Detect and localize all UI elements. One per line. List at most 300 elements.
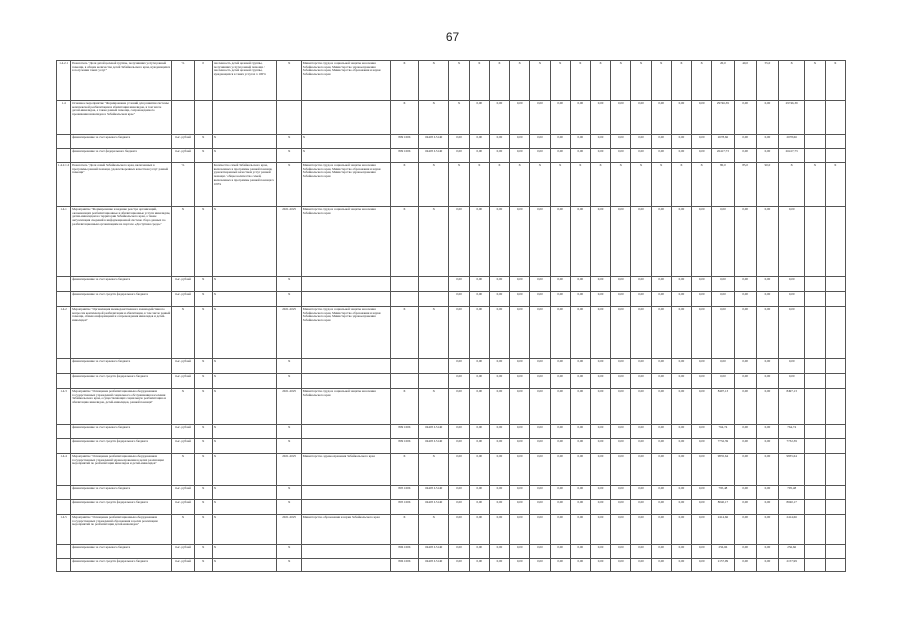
- value-cell: X: [489, 61, 509, 101]
- method-cell: численность детей целевой группы, получивших услуги ранней помощи / численность детей целевой группы, нуждающихся в таких услугах х 100%: [212, 61, 277, 101]
- value-cell: 0,00: [756, 374, 778, 389]
- value-cell: 0,00: [779, 292, 805, 307]
- value-cell: X: [469, 163, 489, 207]
- kbk-target-cell: 04405 L5140: [419, 486, 449, 500]
- method-cell: [212, 101, 277, 135]
- value-cell: 0,00: [590, 307, 610, 359]
- row-number-cell: [57, 277, 71, 292]
- value-cell: 0,00: [734, 359, 756, 374]
- value-cell: 0,00: [570, 307, 590, 359]
- method-cell: X: [212, 559, 277, 572]
- executor-cell: Министерство труда и социальной защиты населения Забайкальского края: [301, 207, 390, 277]
- value-cell: 0,00: [692, 559, 712, 572]
- row-name-cell: финансирование за счет федерального бюджета: [71, 149, 172, 163]
- value-cell: 0,00: [570, 389, 590, 425]
- value-cell: 0,00: [692, 486, 712, 500]
- value-cell: 0,00: [712, 374, 734, 389]
- value-cell: [825, 135, 845, 149]
- page-number: 67: [445, 30, 460, 44]
- value-cell: 0,00: [692, 515, 712, 545]
- value-cell: 0,00: [530, 545, 550, 559]
- value-cell: [805, 500, 825, 515]
- value-cell: 0,00: [469, 389, 489, 425]
- value-cell: 0,00: [510, 389, 530, 425]
- row-number-cell: 1.4.5: [57, 515, 71, 545]
- value-cell: X: [469, 61, 489, 101]
- value-cell: [825, 292, 845, 307]
- value-cell: X: [611, 163, 631, 207]
- method-cell: X: [212, 500, 277, 515]
- value-cell: 0,00: [712, 359, 734, 374]
- value-cell: 0,00: [530, 374, 550, 389]
- value-cell: [805, 374, 825, 389]
- value-cell: [805, 292, 825, 307]
- value-cell: 0,00: [611, 454, 631, 486]
- period-cell: X: [277, 292, 301, 307]
- value-cell: 0,00: [449, 207, 469, 277]
- table-row: [57, 292, 846, 307]
- value-cell: 0,00: [734, 439, 756, 454]
- value-cell: 0,00: [631, 207, 651, 277]
- table-row: [57, 545, 846, 559]
- kbk-code-cell: X: [390, 454, 418, 486]
- value-cell: 0,00: [469, 135, 489, 149]
- value-cell: 0,00: [590, 292, 610, 307]
- base-value-cell: X: [194, 545, 212, 559]
- value-cell: 0,00: [510, 307, 530, 359]
- value-cell: 0,00: [611, 359, 631, 374]
- value-cell: 0,00: [570, 277, 590, 292]
- table-row: [57, 135, 846, 149]
- value-cell: 0,00: [651, 545, 671, 559]
- base-value-cell: X: [194, 207, 212, 277]
- value-cell: [805, 389, 825, 425]
- method-cell: X: [212, 135, 277, 149]
- value-cell: 0,00: [692, 307, 712, 359]
- value-cell: 0,00: [489, 101, 509, 135]
- base-value-cell: X: [194, 307, 212, 359]
- value-cell: 55,0: [756, 61, 778, 101]
- value-cell: X: [611, 61, 631, 101]
- value-cell: 2414,66: [712, 515, 734, 545]
- value-cell: 0,00: [590, 277, 610, 292]
- method-cell: Количество семей Забайкальского края, включенных в программы ранней помощи, удовлетворенных качеством услуг ранней помощи / общее количество семей, включенных в программы ранней помощи х 100%: [212, 163, 277, 207]
- value-cell: [805, 559, 825, 572]
- value-cell: [825, 515, 845, 545]
- value-cell: [805, 486, 825, 500]
- value-cell: 0,00: [671, 135, 691, 149]
- value-cell: 0,00: [631, 545, 651, 559]
- kbk-code-cell: X: [390, 101, 418, 135]
- table-row: [57, 307, 846, 359]
- base-value-cell: X: [194, 486, 212, 500]
- kbk-target-cell: X: [419, 61, 449, 101]
- kbk-target-cell: X: [419, 515, 449, 545]
- value-cell: 0,00: [590, 500, 610, 515]
- table-row: [57, 359, 846, 374]
- value-cell: [825, 439, 845, 454]
- value-cell: 0,00: [631, 486, 651, 500]
- value-cell: 0,00: [692, 359, 712, 374]
- value-cell: 0,00: [530, 101, 550, 135]
- executor-cell: [301, 439, 390, 454]
- value-cell: 0,00: [756, 545, 778, 559]
- value-cell: [825, 101, 845, 135]
- value-cell: 0,00: [550, 559, 570, 572]
- value-cell: 0,00: [550, 389, 570, 425]
- method-cell: X: [212, 359, 277, 374]
- method-cell: X: [212, 307, 277, 359]
- value-cell: 8497,13: [779, 389, 805, 425]
- period-cell: X: [277, 545, 301, 559]
- value-cell: [825, 149, 845, 163]
- value-cell: 0,00: [631, 500, 651, 515]
- value-cell: 0,00: [611, 207, 631, 277]
- value-cell: X: [590, 61, 610, 101]
- value-cell: 0,00: [510, 515, 530, 545]
- value-cell: 795,48: [779, 486, 805, 500]
- value-cell: 0,00: [779, 207, 805, 277]
- unit-cell: тыс. рублей: [172, 292, 194, 307]
- table-row: [57, 559, 846, 572]
- row-name-cell: финансирование за счет краевого бюджета: [71, 425, 172, 439]
- kbk-code-cell: 809 1006: [390, 135, 418, 149]
- kbk-target-cell: 04405 L5140: [419, 559, 449, 572]
- row-number-cell: 1.4: [57, 101, 71, 135]
- value-cell: 0,00: [692, 425, 712, 439]
- period-cell: X: [277, 149, 301, 163]
- value-cell: 0,00: [756, 149, 778, 163]
- method-cell: X: [212, 425, 277, 439]
- kbk-target-cell: 04405 L5140: [419, 500, 449, 515]
- value-cell: 0,00: [671, 389, 691, 425]
- value-cell: 0,00: [611, 149, 631, 163]
- period-cell: [277, 101, 301, 135]
- row-name-cell: финансирование за счет средств федерального бюджета: [71, 292, 172, 307]
- value-cell: 0,00: [734, 307, 756, 359]
- value-cell: 0,00: [449, 486, 469, 500]
- period-cell: X: [277, 61, 301, 101]
- value-cell: 0,00: [756, 207, 778, 277]
- row-number-cell: 1.4.3: [57, 389, 71, 425]
- value-cell: 0,00: [489, 277, 509, 292]
- value-cell: 0,00: [469, 207, 489, 277]
- base-value-cell: 0: [194, 61, 212, 101]
- value-cell: 0,00: [651, 277, 671, 292]
- value-cell: 0,00: [671, 359, 691, 374]
- row-number-cell: 1.4.2.1.2: [57, 163, 71, 207]
- value-cell: 0,00: [631, 149, 651, 163]
- value-cell: 0,00: [550, 277, 570, 292]
- row-name-cell: финансирование за счет краевого бюджета: [71, 277, 172, 292]
- value-cell: 7732,39: [779, 439, 805, 454]
- value-cell: 2678,66: [712, 135, 734, 149]
- value-cell: 0,00: [489, 515, 509, 545]
- value-cell: [805, 425, 825, 439]
- value-cell: 0,00: [570, 135, 590, 149]
- value-cell: 0,00: [671, 454, 691, 486]
- value-cell: 0,00: [651, 374, 671, 389]
- value-cell: 0,00: [489, 374, 509, 389]
- value-cell: X: [550, 163, 570, 207]
- value-cell: 0,00: [489, 486, 509, 500]
- value-cell: 0,00: [756, 101, 778, 135]
- row-number-cell: [57, 500, 71, 515]
- value-cell: 0,00: [671, 307, 691, 359]
- row-number-cell: [57, 149, 71, 163]
- value-cell: 0,00: [530, 292, 550, 307]
- value-cell: 0,00: [712, 277, 734, 292]
- value-cell: 0,00: [550, 307, 570, 359]
- value-cell: 0,00: [570, 207, 590, 277]
- kbk-target-cell: 04405 L5140: [419, 135, 449, 149]
- value-cell: 0,00: [611, 425, 631, 439]
- value-cell: 0,00: [756, 292, 778, 307]
- value-cell: 0,00: [489, 559, 509, 572]
- value-cell: 0,00: [590, 454, 610, 486]
- value-cell: 0,00: [449, 389, 469, 425]
- period-cell: 2021-2025: [277, 389, 301, 425]
- value-cell: 0,00: [590, 135, 610, 149]
- value-cell: 0,00: [734, 454, 756, 486]
- value-cell: 0,00: [590, 486, 610, 500]
- table-row: [57, 101, 846, 135]
- value-cell: X: [779, 163, 805, 207]
- period-cell: X: [277, 163, 301, 207]
- value-cell: 8497,13: [712, 389, 734, 425]
- value-cell: 0,00: [570, 439, 590, 454]
- value-cell: [825, 486, 845, 500]
- executor-cell: Министерство труда и социальной защиты населения Забайкальского края, Министерство образования и науки Забайкальского края, Министерство здравоохранения Забайкальского края: [301, 307, 390, 359]
- period-cell: X: [277, 374, 301, 389]
- value-cell: 0,00: [570, 515, 590, 545]
- value-cell: 0,00: [469, 101, 489, 135]
- value-cell: 0,00: [671, 500, 691, 515]
- unit-cell: тыс. рублей: [172, 149, 194, 163]
- value-cell: [825, 545, 845, 559]
- value-cell: 0,00: [631, 515, 651, 545]
- value-cell: 0,00: [570, 374, 590, 389]
- base-value-cell: X: [194, 425, 212, 439]
- value-cell: 0,00: [469, 149, 489, 163]
- value-cell: 0,00: [651, 101, 671, 135]
- unit-cell: тыс. рублей: [172, 486, 194, 500]
- value-cell: 0,00: [611, 515, 631, 545]
- value-cell: 0,00: [489, 389, 509, 425]
- unit-cell: X: [172, 454, 194, 486]
- value-cell: 40,0: [734, 61, 756, 101]
- executor-cell: Министерство труда и социальной защиты населения Забайкальского края, Министерство здравоохранения Забайкальского края, Министерство образования и науки Забайкальского края: [301, 61, 390, 101]
- unit-cell: тыс. рублей: [172, 359, 194, 374]
- value-cell: 0,00: [651, 307, 671, 359]
- table-row: [57, 425, 846, 439]
- executor-cell: Министерство труда и социальной защиты населения Забайкальского края, Министерство образования и науки Забайкальского края, Министерство здравоохранения Забайкальского края: [301, 163, 390, 207]
- value-cell: 0,00: [692, 374, 712, 389]
- row-name-cell: Мероприятие "Оснащение реабилитационным оборудованием государственных учреждений здравоохранения в целях реализации мероприятий по реабилитации инвалидов и детей-инвалидов": [71, 454, 172, 486]
- executor-cell: [301, 545, 390, 559]
- value-cell: 0,00: [489, 135, 509, 149]
- executor-cell: [301, 277, 390, 292]
- value-cell: 26417,73: [712, 149, 734, 163]
- period-cell: X: [277, 359, 301, 374]
- value-cell: 0,00: [530, 559, 550, 572]
- value-cell: 0,00: [756, 425, 778, 439]
- executor-cell: [301, 101, 390, 135]
- value-cell: 0,00: [570, 101, 590, 135]
- value-cell: 0,00: [671, 545, 691, 559]
- value-cell: [805, 545, 825, 559]
- executor-cell: X: [301, 149, 390, 163]
- value-cell: X: [530, 163, 550, 207]
- value-cell: X: [779, 61, 805, 101]
- value-cell: 9835,64: [712, 454, 734, 486]
- row-name-cell: Мероприятие "Формирование и ведение реестра организаций, оказывающих реабилитационные и абилитационные услуги инвалидам, детям-инвалидам на территории Забайкальского края, а также актуализация сведений в информационной системе сбора данных по реабилитационным организациям на портале «Доступная среда»": [71, 207, 172, 277]
- value-cell: 0,00: [671, 149, 691, 163]
- unit-cell: тыс. рублей: [172, 135, 194, 149]
- value-cell: 0,00: [469, 277, 489, 292]
- value-cell: 0,00: [550, 545, 570, 559]
- value-cell: 0,00: [756, 515, 778, 545]
- value-cell: 0,00: [449, 545, 469, 559]
- value-cell: 0,00: [756, 500, 778, 515]
- value-cell: [805, 307, 825, 359]
- period-cell: X: [277, 439, 301, 454]
- value-cell: 0,00: [756, 559, 778, 572]
- base-value-cell: X: [194, 454, 212, 486]
- base-value-cell: X: [194, 515, 212, 545]
- value-cell: 0,00: [631, 359, 651, 374]
- value-cell: 0,00: [671, 277, 691, 292]
- value-cell: 0,00: [590, 515, 610, 545]
- method-cell: X: [212, 149, 277, 163]
- executor-cell: [301, 292, 390, 307]
- row-number-cell: [57, 135, 71, 149]
- value-cell: 0,00: [692, 454, 712, 486]
- value-cell: 0,00: [692, 500, 712, 515]
- value-cell: 0,00: [489, 307, 509, 359]
- value-cell: 0,00: [550, 374, 570, 389]
- value-cell: 0,00: [530, 307, 550, 359]
- unit-cell: X: [172, 389, 194, 425]
- value-cell: X: [570, 163, 590, 207]
- value-cell: 0,00: [651, 439, 671, 454]
- value-cell: 0,00: [469, 454, 489, 486]
- table-row: [57, 486, 846, 500]
- value-cell: 0,00: [651, 500, 671, 515]
- value-cell: 0,00: [611, 500, 631, 515]
- value-cell: 0,00: [692, 439, 712, 454]
- executor-cell: [301, 425, 390, 439]
- method-cell: X: [212, 454, 277, 486]
- value-cell: X: [550, 61, 570, 101]
- value-cell: 0,00: [449, 149, 469, 163]
- value-cell: 0,00: [550, 500, 570, 515]
- value-cell: 795,48: [712, 486, 734, 500]
- value-cell: 0,00: [651, 207, 671, 277]
- value-cell: 0,00: [651, 425, 671, 439]
- value-cell: 0,00: [590, 149, 610, 163]
- program-table-sheet: [56, 60, 846, 580]
- value-cell: 0,00: [550, 425, 570, 439]
- value-cell: X: [651, 163, 671, 207]
- value-cell: 0,00: [449, 500, 469, 515]
- value-cell: 0,00: [510, 359, 530, 374]
- value-cell: X: [692, 163, 712, 207]
- kbk-code-cell: [390, 292, 418, 307]
- value-cell: 0,00: [671, 374, 691, 389]
- value-cell: 0,00: [530, 389, 550, 425]
- value-cell: 0,00: [510, 545, 530, 559]
- value-cell: 0,00: [631, 101, 651, 135]
- unit-cell: тыс. рублей: [172, 500, 194, 515]
- period-cell: 2021-2025: [277, 515, 301, 545]
- value-cell: 0,00: [510, 374, 530, 389]
- table-row: [57, 439, 846, 454]
- value-cell: [825, 559, 845, 572]
- value-cell: 0,00: [692, 149, 712, 163]
- row-name-cell: Мероприятие "Оснащение реабилитационным оборудованием государственных учреждений образования в целях реализации мероприятий по реабилитации детей-инвалидов": [71, 515, 172, 545]
- unit-cell: X: [172, 307, 194, 359]
- executor-cell: Министерство образования и науки Забайкальского края: [301, 515, 390, 545]
- base-value-cell: X: [194, 277, 212, 292]
- unit-cell: X: [172, 207, 194, 277]
- kbk-code-cell: 806 1006: [390, 545, 418, 559]
- value-cell: 764,74: [779, 425, 805, 439]
- value-cell: 0,00: [590, 389, 610, 425]
- value-cell: 0,00: [671, 515, 691, 545]
- value-cell: X: [631, 61, 651, 101]
- value-cell: 0,00: [631, 439, 651, 454]
- row-number-cell: [57, 439, 71, 454]
- value-cell: 7732,39: [712, 439, 734, 454]
- value-cell: 0,00: [651, 149, 671, 163]
- value-cell: 0,00: [631, 389, 651, 425]
- kbk-target-cell: X: [419, 163, 449, 207]
- value-cell: 0,00: [550, 439, 570, 454]
- value-cell: X: [825, 163, 845, 207]
- value-cell: 0,00: [570, 500, 590, 515]
- value-cell: X: [570, 61, 590, 101]
- value-cell: 0,00: [570, 149, 590, 163]
- value-cell: 0,00: [570, 486, 590, 500]
- value-cell: 0,00: [692, 277, 712, 292]
- value-cell: X: [651, 61, 671, 101]
- value-cell: 0,00: [734, 545, 756, 559]
- method-cell: X: [212, 277, 277, 292]
- executor-cell: [301, 359, 390, 374]
- value-cell: 0,00: [631, 292, 651, 307]
- executor-cell: Министерство здравоохранения Забайкальского края: [301, 454, 390, 486]
- value-cell: 0,00: [756, 135, 778, 149]
- value-cell: 0,00: [550, 135, 570, 149]
- table-row: [57, 389, 846, 425]
- value-cell: X: [449, 101, 469, 135]
- base-value-cell: X: [194, 135, 212, 149]
- table-row: [57, 277, 846, 292]
- kbk-target-cell: X: [419, 207, 449, 277]
- value-cell: 0,00: [756, 486, 778, 500]
- value-cell: [805, 515, 825, 545]
- row-name-cell: Мероприятие "Оснащение реабилитационным оборудованием государственных учреждений социального обслуживания населения Забайкальского края, осуществляющих социальную реабилитацию и абилитацию инвалидов, детей-инвалидов, ранней помощи": [71, 389, 172, 425]
- method-cell: X: [212, 515, 277, 545]
- kbk-target-cell: [419, 359, 449, 374]
- value-cell: 0,00: [692, 207, 712, 277]
- value-cell: 0,00: [469, 425, 489, 439]
- value-cell: 0,00: [530, 439, 550, 454]
- row-number-cell: 1.4.2: [57, 307, 71, 359]
- value-cell: X: [489, 163, 509, 207]
- value-cell: 0,00: [734, 500, 756, 515]
